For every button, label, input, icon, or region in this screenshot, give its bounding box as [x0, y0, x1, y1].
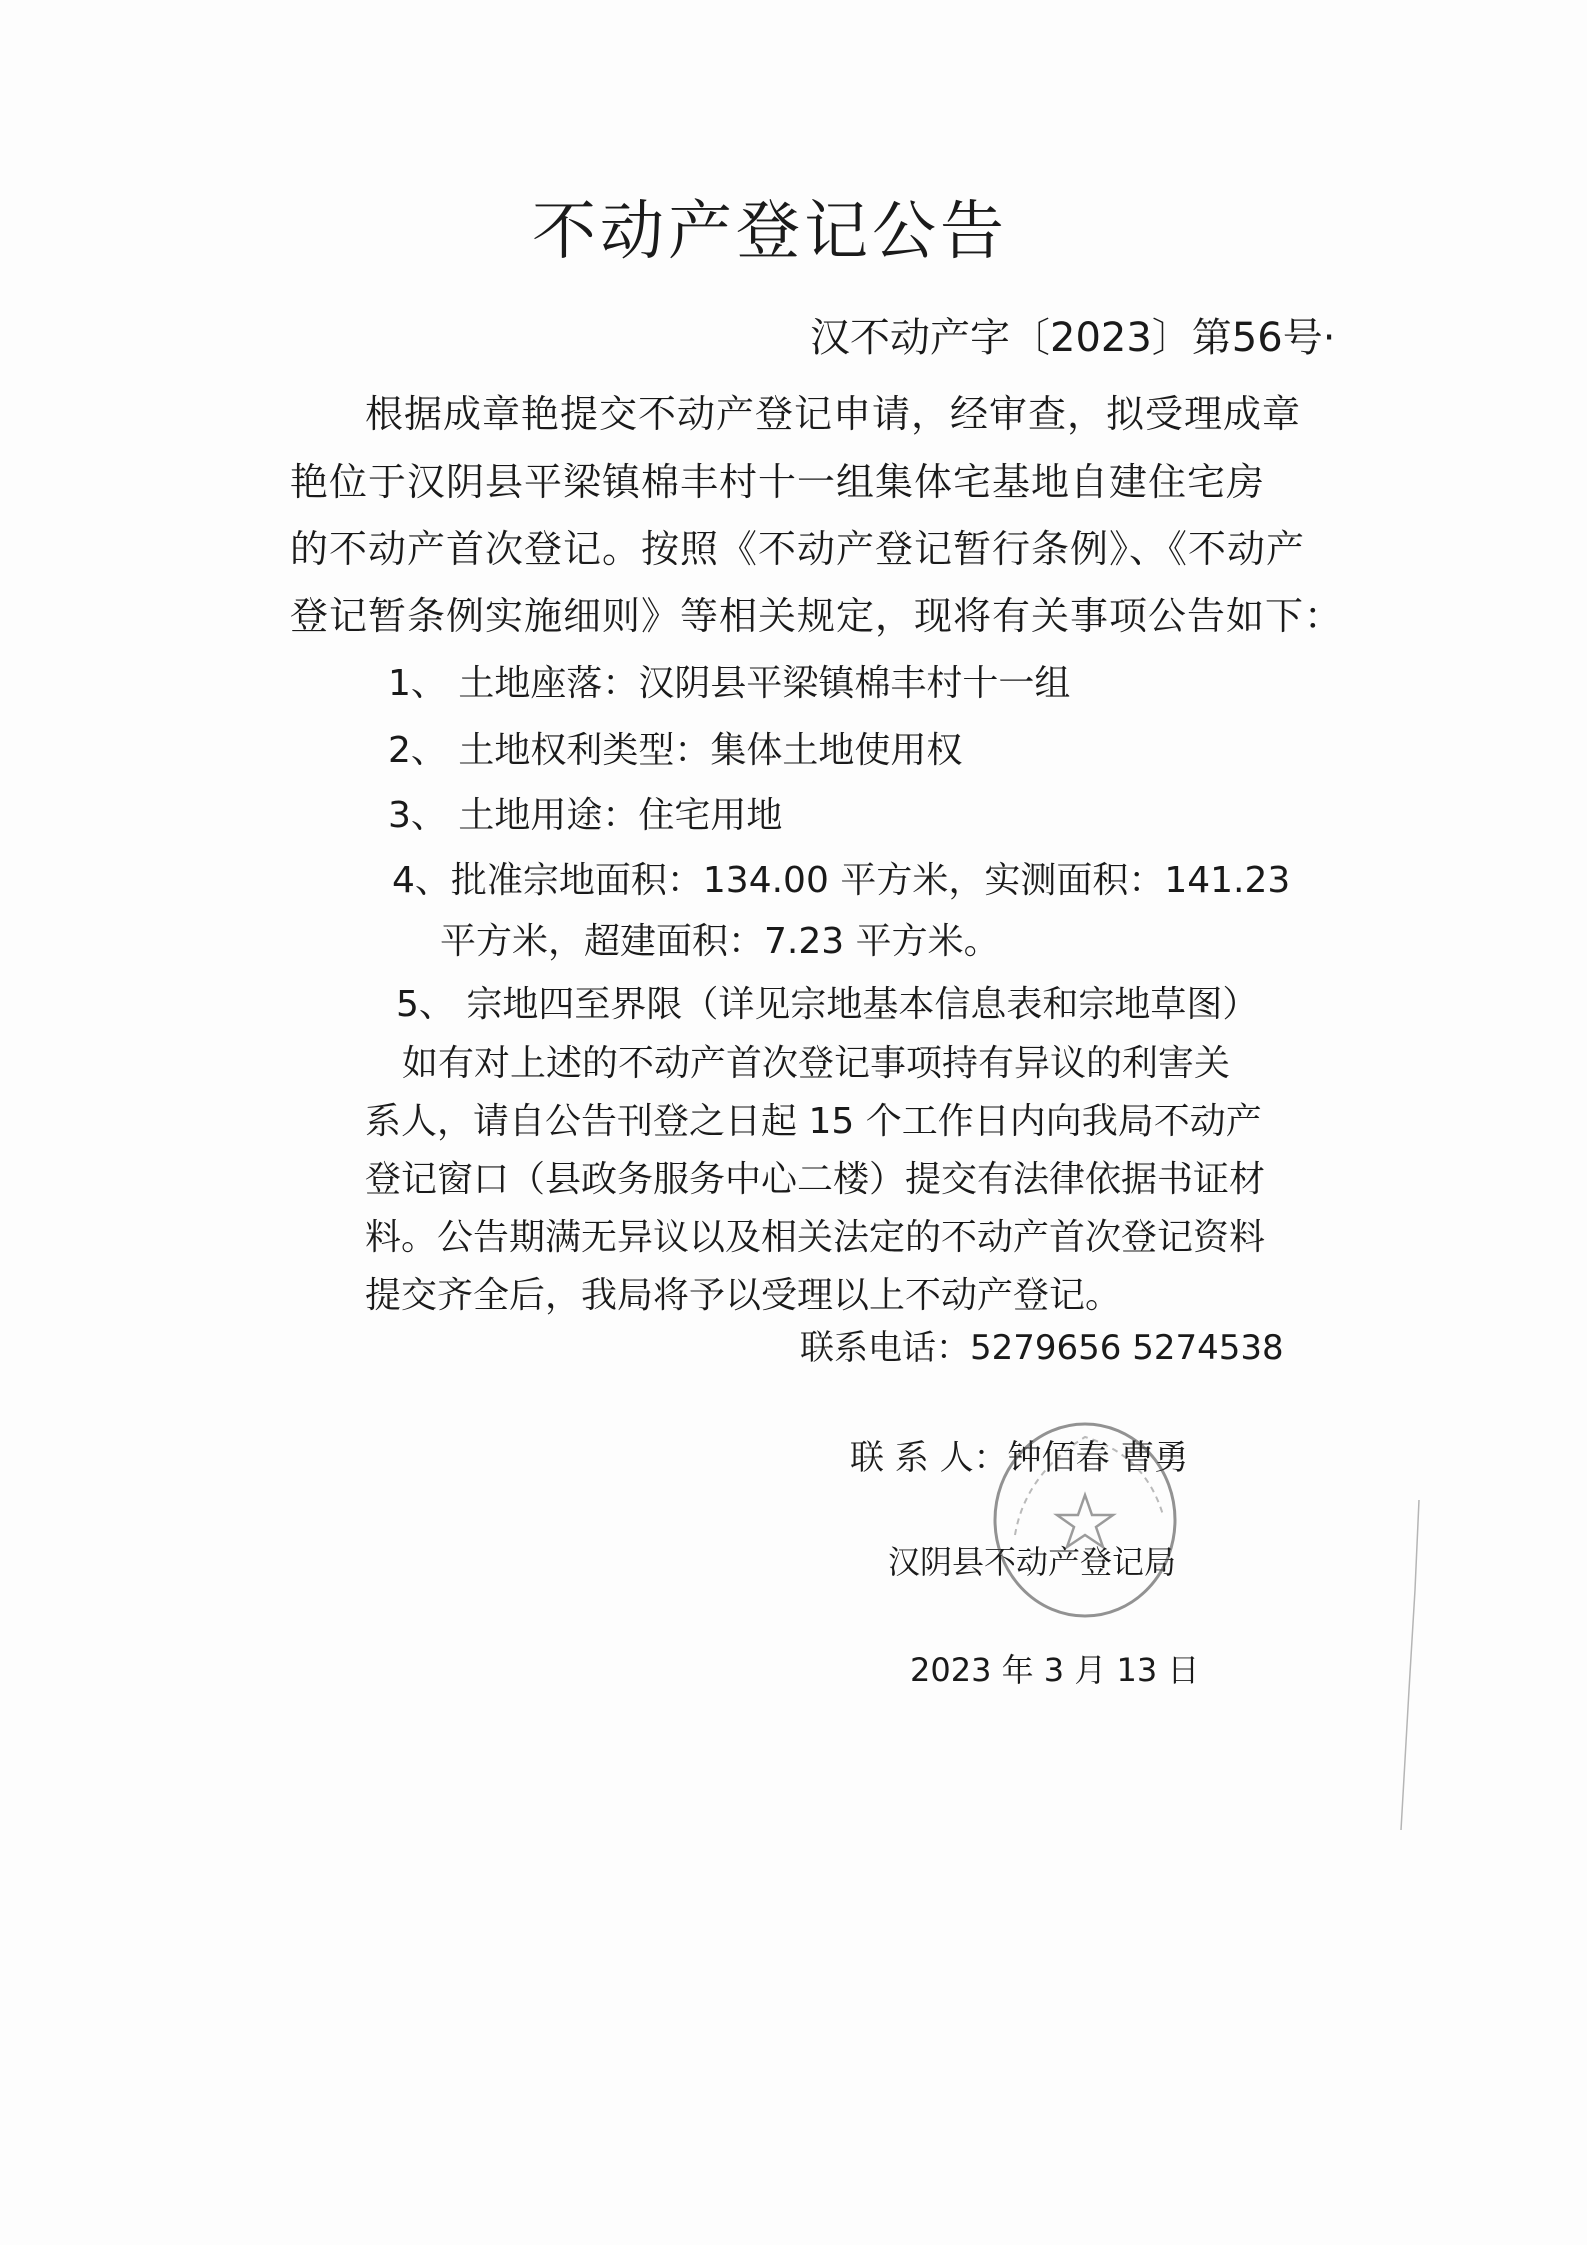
list-item: 2、 土地权利类型：集体土地使用权	[388, 730, 963, 771]
official-seal-icon	[985, 1415, 1185, 1625]
objection-line: 系人，请自公告刊登之日起 15 个工作日内向我局不动产	[365, 1101, 1262, 1142]
objection-line: 如有对上述的不动产首次登记事项持有异议的利害关	[402, 1043, 1231, 1084]
contact-person-line: 联 系 人：钟佰春 曹勇	[850, 1438, 1189, 1478]
objection-line: 提交齐全后，我局将予以受理以上不动产登记。	[365, 1275, 1122, 1316]
list-item: 1、 土地座落：汉阴县平梁镇棉丰村十一组	[388, 663, 1071, 704]
list-item: 5、 宗地四至界限（详见宗地基本信息表和宗地草图）	[396, 984, 1259, 1025]
intro-line: 的不动产首次登记。按照《不动产登记暂行条例》、《不动产	[290, 527, 1306, 571]
intro-line: 艳位于汉阴县平梁镇棉丰村十一组集体宅基地自建住宅房	[290, 460, 1266, 504]
list-item-continuation: 平方米，超建面积：7.23 平方米。	[440, 921, 1000, 962]
list-item: 4、批准宗地面积：134.00 平方米，实测面积：141.23	[392, 860, 1291, 901]
objection-line: 登记窗口（县政务服务中心二楼）提交有法律依据书证材	[365, 1159, 1266, 1200]
document-number: 汉不动产字〔2023〕第56号·	[810, 315, 1336, 361]
issue-date: 2023 年 3 月 13 日	[910, 1651, 1200, 1689]
intro-line: 根据成章艳提交不动产登记申请，经审查，拟受理成章	[365, 392, 1302, 436]
phone-line: 联系电话：5279656 5274538	[800, 1328, 1284, 1368]
intro-line: 登记暂条例实施细则》等相关规定，现将有关事项公告如下：	[290, 594, 1344, 638]
issuer-name: 汉阴县不动产登记局	[888, 1543, 1177, 1581]
objection-line: 料。公告期满无异议以及相关法定的不动产首次登记资料	[365, 1217, 1266, 1258]
list-item: 3、 土地用途：住宅用地	[388, 795, 783, 836]
notice-title: 不动产登记公告	[532, 195, 1008, 269]
scan-artifact-line	[1395, 1500, 1425, 1830]
